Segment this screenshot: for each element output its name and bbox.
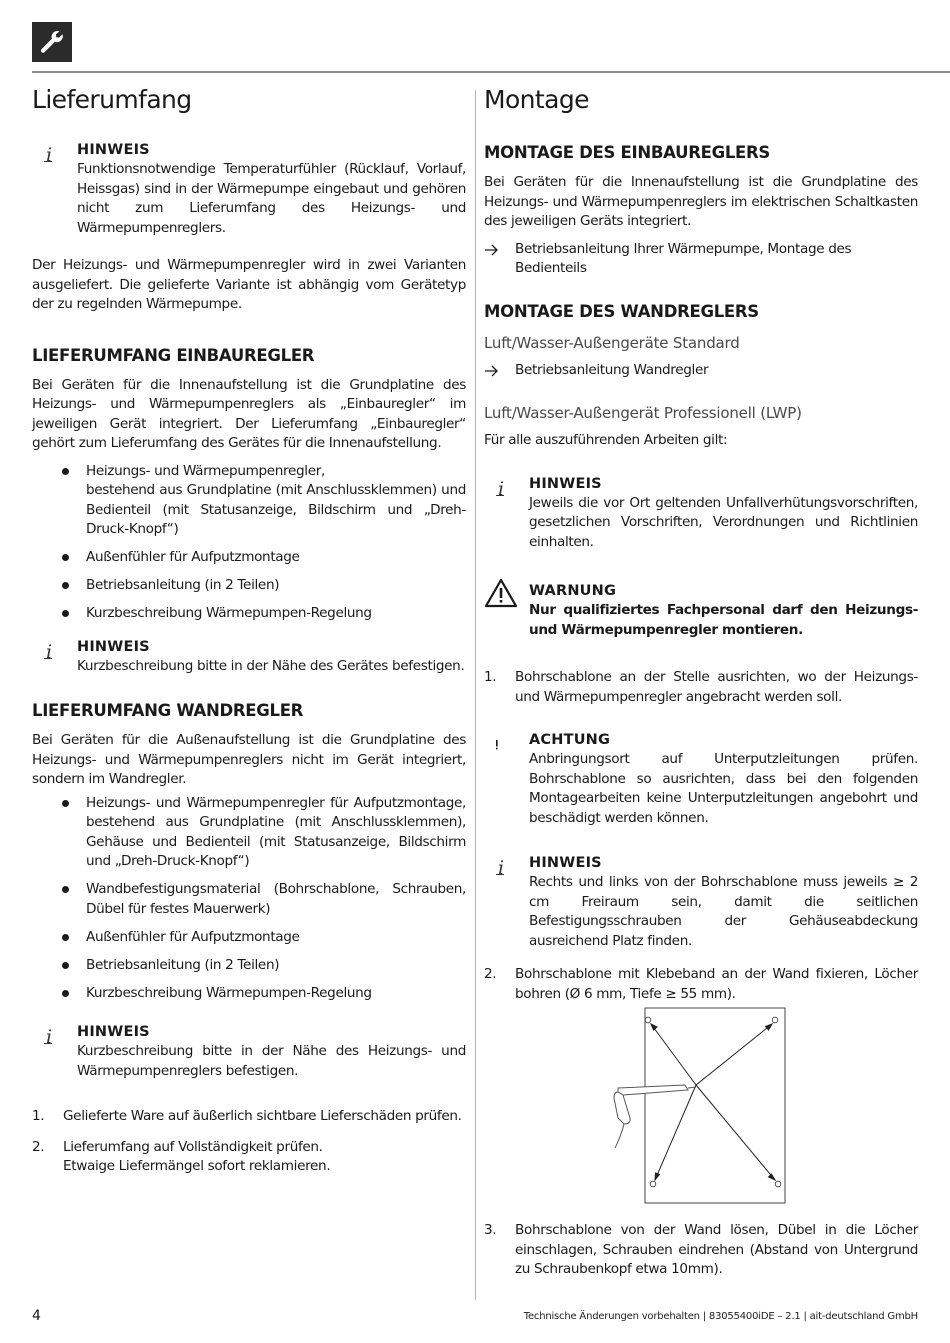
note-body: Funktionsnotwendige Temperaturfühler (Rücklauf, Vorlauf, Heissgas) sind in der Wärmepumpe eingebaut und gehören nicht zum Lieferumfang des Heizungs- und Wärmepumpenreglers. <box>77 161 466 236</box>
svg-text:i: i <box>498 477 505 500</box>
note-heading: HINWEIS <box>77 638 150 655</box>
info-icon <box>490 476 514 500</box>
step-item: 1. Gelieferte Ware auf äußerlich sichtbare Lieferschäden prüfen. <box>32 1108 462 1124</box>
svg-text:i: i <box>46 144 53 166</box>
wandregler-list <box>32 794 466 1004</box>
note-body: Kurzbeschreibung bitte in der Nähe des Heizungs- und Wärmepumpenreglers befestigen. <box>77 1043 466 1079</box>
drill-hole-bottom-right <box>775 1181 781 1187</box>
note-body: Kurzbeschreibung bitte in der Nähe des Gerätes befestigen. <box>77 657 465 674</box>
drill-hole-bottom-left <box>650 1181 656 1187</box>
intro-paragraph: Der Heizungs- und Wärmepumpenregler wird in zwei Varianten ausgeliefert. Die gelieferte Variante ist abhängig vom Gerätetyp der zu regelnden Wärmepumpe. <box>32 257 466 312</box>
hinweis-note <box>32 1023 466 1081</box>
info-icon <box>38 142 62 166</box>
template-outline <box>645 1008 785 1203</box>
note-heading: HINWEIS <box>529 855 602 871</box>
list-item: Kurzbeschreibung Wärmepumpen-Regelung <box>62 604 466 624</box>
list-item: Wandbefestigungsmaterial (Bohrschablone, Schrauben, Dübel für festes Mauerwerk) <box>62 880 466 919</box>
heading-lieferumfang-einbauregler: LIEFERUMFANG EINBAUREGLER <box>32 345 315 365</box>
page-number: 4 <box>32 1308 41 1324</box>
reference-item: Betriebsanleitung Ihrer Wärmepumpe, Montage des Bedienteils <box>484 240 918 279</box>
note-heading: HINWEIS <box>77 142 150 158</box>
svg-text:i: i <box>46 640 53 663</box>
hinweis-note <box>32 638 466 677</box>
arrow-right-icon <box>484 361 500 380</box>
wandregler-paragraph: Bei Geräten für die Außenaufstellung ist die Grundplatine des Heizungs- und Wärmepumpenreglers nicht im Gerät integriert, sondern im Wandregler. <box>32 732 466 787</box>
note-heading: WARNUNG <box>529 583 617 599</box>
list-item: Kurzbeschreibung Wärmepumpen-Regelung <box>62 984 466 1004</box>
heading-lieferumfang-wandregler: LIEFERUMFANG WANDREGLER <box>32 701 304 720</box>
right-column <box>484 84 918 1277</box>
note-body: Rechts und links von der Bohrschablone muss jeweils ≥ 2 cm Freiraum sein, damit die seitlichen Befestigungsschrauben der Gehäuseabdeckung ausreichend Platz finden. <box>529 874 918 949</box>
header-rule <box>32 71 950 73</box>
footer-text: Technische Änderungen vorbehalten | 83055400iDE – 2.1 | ait-deutschland GmbH <box>523 1311 918 1322</box>
left-column <box>32 84 466 1188</box>
svg-text:i: i <box>498 857 505 879</box>
warning-note <box>484 582 918 640</box>
list-item: Außenfühler für Aufputzmontage <box>62 928 466 948</box>
note-heading: ACHTUNG <box>529 732 611 748</box>
note-heading: HINWEIS <box>529 475 602 492</box>
drill-hole-top-left <box>645 1017 651 1023</box>
step-item: 3. Bohrschablone von der Wand lösen, Dübel in die Löcher einschlagen, Schrauben eindrehen (Abstand von Untergrund zu Schraubenkopf etwa 10mm). <box>484 1222 918 1277</box>
section-title-lieferumfang: Lieferumfang <box>32 85 192 114</box>
exclamation-icon <box>494 733 506 757</box>
subheading-lwp: Luft/Wasser-Außengerät Professionell (LWP) <box>484 404 802 422</box>
column-divider <box>475 90 476 1300</box>
hinweis-note <box>484 854 918 951</box>
montage-step-2 <box>484 965 918 1004</box>
warning-triangle-icon <box>484 578 518 608</box>
list-item: Betriebsanleitung (in 2 Teilen) <box>62 956 466 976</box>
achtung-note <box>484 731 918 828</box>
note-body: Nur qualifiziertes Fachpersonal darf den Heizungs- und Wärmepumpenregler montieren. <box>529 602 918 638</box>
heading-montage-wandreglers: MONTAGE DES WANDREGLERS <box>484 301 759 321</box>
montage-einbau-paragraph: Bei Geräten für die Innenaufstellung ist die Grundplatine des Heizungs- und Wärmepumpenreglers im elektrischen Schaltkasten des jeweiligen Geräts integriert. <box>484 174 918 229</box>
info-icon <box>38 639 62 663</box>
hinweis-note <box>32 141 466 238</box>
montage-step-1 <box>484 668 918 707</box>
reference-item: Betriebsanleitung Wandregler <box>484 361 918 381</box>
einbauregler-list <box>32 462 466 624</box>
info-icon <box>490 855 514 879</box>
step-item: 1. Bohrschablone an der Stelle ausrichten, wo der Heizungs- und Wärmepumpenregler angebracht werden soll. <box>484 669 918 705</box>
info-icon <box>38 1024 62 1048</box>
lwp-intro: Für alle auszuführenden Arbeiten gilt: <box>484 432 728 448</box>
drilling-template-figure <box>610 1006 795 1206</box>
montage-step-3 <box>484 1221 918 1291</box>
check-steps <box>32 1107 466 1177</box>
note-body: Anbringungsort auf Unterputzleitungen prüfen. Bohrschablone so ausrichten, dass bei den folgenden Montagearbeiten keine Unterputzleitungen angebohrt und beschädigt werden können. <box>529 751 918 826</box>
step-item: 2. Lieferumfang auf Vollständigkeit prüfen. Etwaige Liefermängel sofort reklamieren. <box>32 1138 331 1174</box>
note-body: Jeweils die vor Ort geltenden Unfallverhütungsvorschriften, gesetzlichen Vorschriften, Verordnungen und Richtlinien einhalten. <box>529 494 918 550</box>
wrench-icon <box>32 22 72 62</box>
hinweis-note <box>484 475 918 553</box>
list-item: Außenfühler für Aufputzmontage <box>62 548 466 568</box>
note-heading: HINWEIS <box>77 1024 150 1040</box>
svg-text:i: i <box>46 1026 53 1048</box>
list-item: Heizungs- und Wärmepumpenregler für Aufputzmontage, bestehend aus Grundplatine (mit Anschlussklemmen), Gehäuse und Bedienteil (mit Statusanzeige, Bildschirm und „Dreh-Druck-Knopf“) <box>62 794 466 872</box>
subheading-standard: Luft/Wasser-Außengeräte Standard <box>484 333 740 352</box>
step-item: 2. Bohrschablone mit Klebeband an der Wand fixieren, Löcher bohren (Ø 6 mm, Tiefe ≥ 55 mm). <box>484 966 918 1002</box>
drill-icon <box>614 1085 696 1148</box>
heading-montage-einbaureglers: MONTAGE DES EINBAUREGLERS <box>484 143 771 162</box>
list-item: Betriebsanleitung (in 2 Teilen) <box>62 576 466 596</box>
einbauregler-paragraph: Bei Geräten für die Innenaufstellung ist die Grundplatine des Heizungs- und Wärmepumpenreglers als „Einbauregler“ im jeweiligen Gerät integriert. Der Lieferumfang „Einbauregler“ gehört zum Lieferumfang des Gerätes für die Innenaufstellung. <box>32 376 466 451</box>
section-title-montage: Montage <box>484 85 589 114</box>
drill-hole-top-right <box>772 1017 778 1023</box>
list-item: Heizungs- und Wärmepumpenregler, bestehend aus Grundplatine (mit Anschlussklemmen) und Bedienteil (mit Statusanzeige, Bildschirm und „Dreh-Druck-Knopf“) <box>62 462 466 540</box>
arrow-right-icon <box>484 240 500 259</box>
